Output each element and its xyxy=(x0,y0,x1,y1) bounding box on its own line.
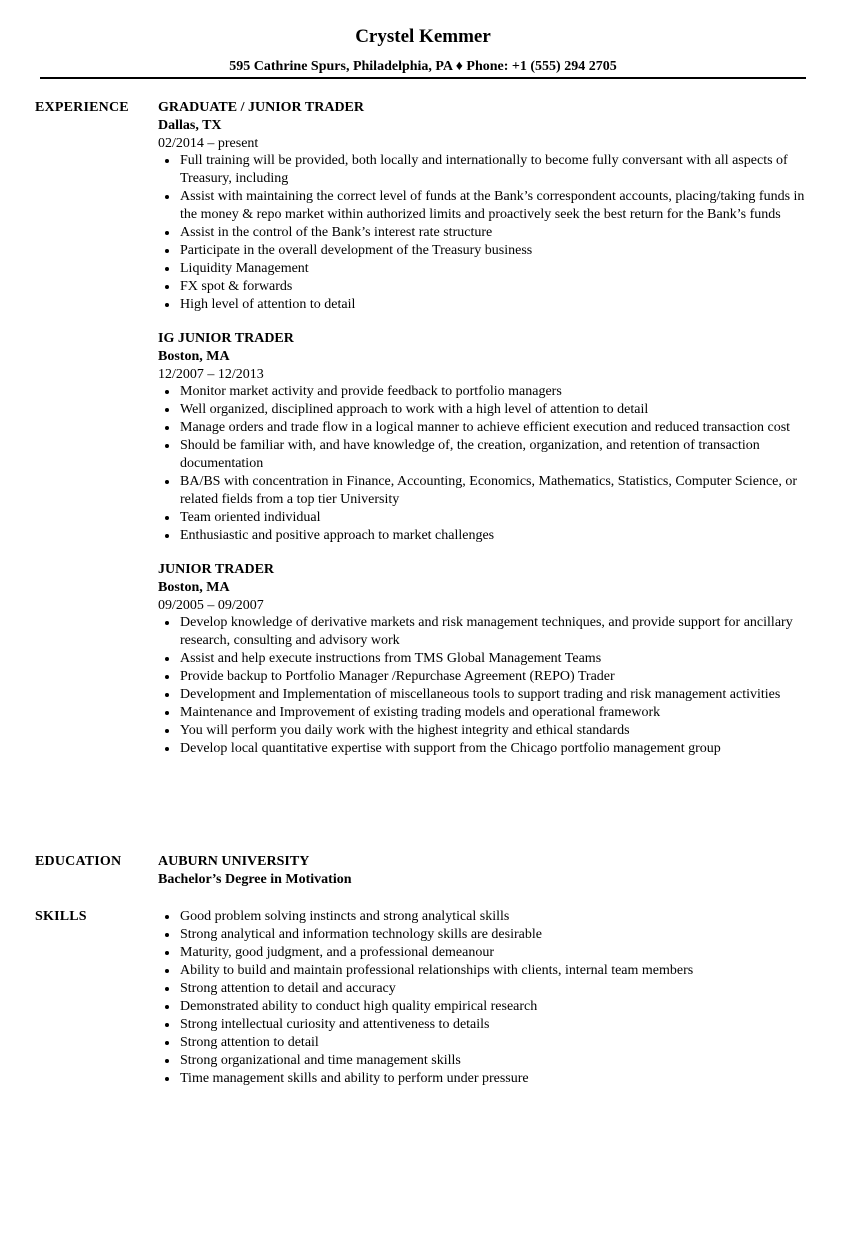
list-item: Develop knowledge of derivative markets and risk management techniques, and provide support for ancillary research, consulting and advisory work xyxy=(158,614,818,650)
list-item: Demonstrated ability to conduct high quality empirical research xyxy=(158,998,818,1016)
degree-name: Bachelor’s Degree in Motivation xyxy=(158,872,352,887)
job-title: IG JUNIOR TRADER xyxy=(158,331,294,346)
job-location: Boston, MA xyxy=(158,349,230,364)
list-item: High level of attention to detail xyxy=(158,296,818,314)
list-item: Assist and help execute instructions from TMS Global Management Teams xyxy=(158,650,818,668)
list-item: Maintenance and Improvement of existing trading models and operational framework xyxy=(158,704,818,722)
list-item: Maturity, good judgment, and a professional demeanour xyxy=(158,944,818,962)
candidate-name: Crystel Kemmer xyxy=(355,26,491,47)
education-body xyxy=(158,853,818,889)
list-item: Manage orders and trade flow in a logical manner to achieve efficient execution and reduced transaction cost xyxy=(158,419,818,437)
job-entry xyxy=(158,330,818,545)
experience-body xyxy=(158,99,818,774)
job-location: Boston, MA xyxy=(158,580,230,595)
list-item: Should be familiar with, and have knowledge of, the creation, organization, and retention of transaction documentation xyxy=(158,437,818,473)
skills-label: SKILLS xyxy=(35,909,87,924)
list-item: Strong intellectual curiosity and attentiveness to details xyxy=(158,1016,818,1034)
skills-list xyxy=(158,908,818,1088)
list-item: Assist in the control of the Bank’s interest rate structure xyxy=(158,224,818,242)
list-item: Strong attention to detail and accuracy xyxy=(158,980,818,998)
list-item: Team oriented individual xyxy=(158,509,818,527)
school-name: AUBURN UNIVERSITY xyxy=(158,854,310,869)
list-item: Development and Implementation of miscellaneous tools to support trading and risk management activities xyxy=(158,686,818,704)
experience-label: EXPERIENCE xyxy=(35,100,129,115)
job-dates: 02/2014 – present xyxy=(158,136,259,151)
list-item: Full training will be provided, both locally and internationally to become fully conversant with all aspects of Treasury, including xyxy=(158,152,818,188)
job-responsibilities xyxy=(158,614,818,758)
list-item: You will perform you daily work with the highest integrity and ethical standards xyxy=(158,722,818,740)
job-entry xyxy=(158,99,818,314)
list-item: Ability to build and maintain professional relationships with clients, internal team members xyxy=(158,962,818,980)
job-dates: 12/2007 – 12/2013 xyxy=(158,367,264,382)
job-entry xyxy=(158,561,818,758)
job-location: Dallas, TX xyxy=(158,118,222,133)
job-title: GRADUATE / JUNIOR TRADER xyxy=(158,100,365,115)
list-item: Monitor market activity and provide feedback to portfolio managers xyxy=(158,383,818,401)
list-item: BA/BS with concentration in Finance, Accounting, Economics, Mathematics, Statistics, Computer Science, or related fields from a top tier University xyxy=(158,473,818,509)
list-item: Enthusiastic and positive approach to market challenges xyxy=(158,527,818,545)
resume-header xyxy=(40,24,806,76)
list-item: Strong analytical and information technology skills are desirable xyxy=(158,926,818,944)
list-item: Participate in the overall development of the Treasury business xyxy=(158,242,818,260)
list-item: Assist with maintaining the correct level of funds at the Bank’s correspondent accounts, placing/taking funds in the money & repo market within authorized limits and proactively seek the best return for the Bank’s funds xyxy=(158,188,818,224)
list-item: Strong organizational and time management skills xyxy=(158,1052,818,1070)
list-item: Well organized, disciplined approach to work with a high level of attention to detail xyxy=(158,401,818,419)
list-item: Good problem solving instincts and strong analytical skills xyxy=(158,908,818,926)
job-responsibilities xyxy=(158,383,818,545)
skills-body xyxy=(158,908,818,1088)
list-item: Time management skills and ability to perform under pressure xyxy=(158,1070,818,1088)
contact-line: 595 Cathrine Spurs, Philadelphia, PA ♦ Phone: +1 (555) 294 2705 xyxy=(229,59,617,74)
education-label: EDUCATION xyxy=(35,854,122,869)
header-divider xyxy=(40,77,806,79)
list-item: FX spot & forwards xyxy=(158,278,818,296)
job-dates: 09/2005 – 09/2007 xyxy=(158,598,264,613)
list-item: Strong attention to detail xyxy=(158,1034,818,1052)
job-title: JUNIOR TRADER xyxy=(158,562,275,577)
list-item: Develop local quantitative expertise with support from the Chicago portfolio management group xyxy=(158,740,818,758)
list-item: Liquidity Management xyxy=(158,260,818,278)
job-responsibilities xyxy=(158,152,818,314)
list-item: Provide backup to Portfolio Manager /Repurchase Agreement (REPO) Trader xyxy=(158,668,818,686)
